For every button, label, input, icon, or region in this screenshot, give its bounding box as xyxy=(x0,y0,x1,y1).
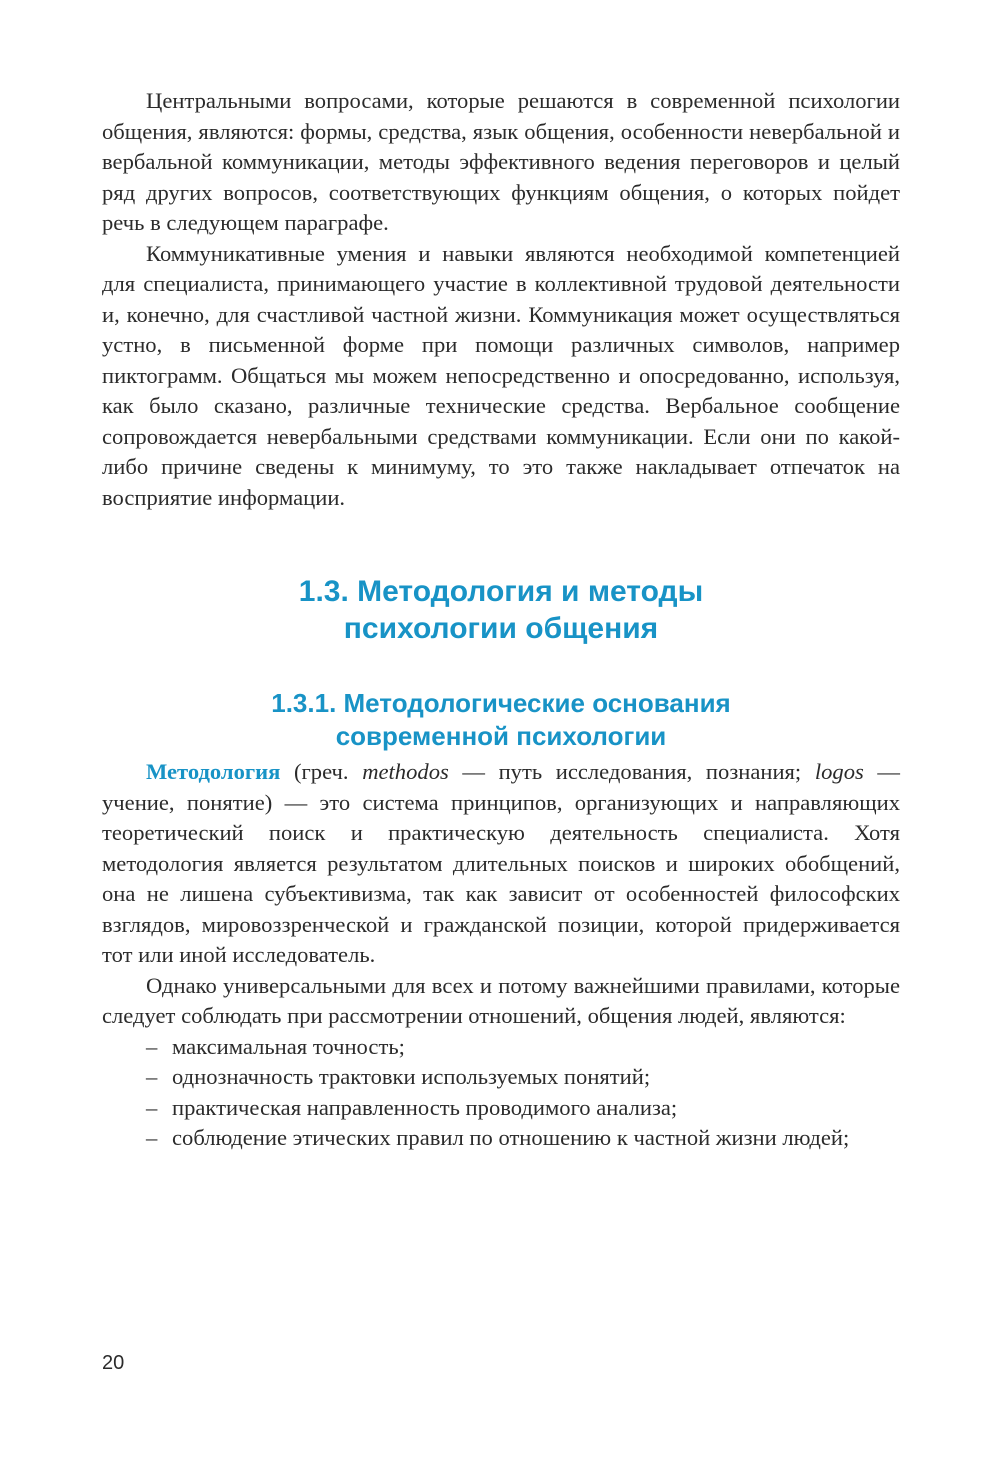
list-item xyxy=(102,1093,900,1124)
list-item-text: соблюдение этических правил по отношению к частной жизни людей; xyxy=(172,1125,850,1150)
intro-paragraph-1: Центральными вопросами, которые решаются в современной психологии общения, являются: формы, средства, язык общения, особенности невербальной и вербальной коммуникации, методы эффективного ведения переговоров и целый ряд других вопросов, соответствующих функциям общения, о которых пойдет речь в следующем параграфе. xyxy=(102,88,900,235)
list-item-text: практическая направленность проводимого анализа; xyxy=(172,1094,678,1120)
methodology-text-3: — учение, понятие) — это система принципов, организующих и направляющих теоретический поиск и практическую деятельность специалиста. Хотя методология является результатом длительных поисков и широких обобщений, она не лишена субъективизма, так как зависит от особенностей философских взглядов, мировоззренческой и гражданской позиции, которой придерживается тот или иной исследователь. xyxy=(102,759,900,967)
list-item-text: однозначность трактовки используемых понятий; xyxy=(172,1064,651,1089)
list-dash: – xyxy=(146,1033,158,1059)
methodology-paragraph xyxy=(102,757,900,971)
intro-paragraph-2: Коммуникативные умения и навыки являются необходимой компетенцией для специалиста, принимающего участие в коллективной трудовой деятельности и, конечно, для счастливой частной жизни. Коммуникация может осуществляться устно, в письменной форме при помощи различных символов, например пиктограмм. Общаться мы можем непосредственно и опосредованно, используя, как было сказано, различные технические средства. Вербальное сообщение сопровождается невербальными средствами коммуникации. Если они по какой-либо причине сведены к минимуму, то это также накладывает отпечаток на восприятие информации. xyxy=(102,240,900,510)
section-heading-line2: психологии общения xyxy=(343,612,659,645)
methodos-word: methodos xyxy=(362,759,449,784)
logos-word: logos xyxy=(814,759,864,784)
subsection-heading-line1: 1.3.1. Методологические основания xyxy=(271,688,731,718)
list-dash: – xyxy=(146,1064,158,1089)
section-heading-line1: 1.3. Методология и методы xyxy=(298,575,704,608)
page-number: 20 xyxy=(102,1352,125,1374)
list-item xyxy=(102,1032,900,1063)
page-content xyxy=(102,86,900,1154)
rules-paragraph: Однако универсальными для всех и потому важнейшими правилами, которые следует соблюдать при рассмотрении отношений, общения людей, являются: xyxy=(102,972,900,1028)
subsection-heading-line2: современной психологии xyxy=(335,721,667,751)
methodology-term: Методология xyxy=(146,759,281,784)
methodology-text-2: — путь исследования, познания; xyxy=(448,759,815,784)
list-item xyxy=(102,1062,900,1093)
list-dash: – xyxy=(146,1094,158,1120)
section-heading xyxy=(102,573,900,647)
list-item-text: максимальная точность; xyxy=(172,1033,405,1059)
methodology-text-1: (греч. xyxy=(280,759,363,784)
list-dash: – xyxy=(146,1125,158,1150)
rules-list xyxy=(102,1032,900,1154)
list-item xyxy=(102,1123,900,1154)
subsection-heading xyxy=(102,687,900,753)
